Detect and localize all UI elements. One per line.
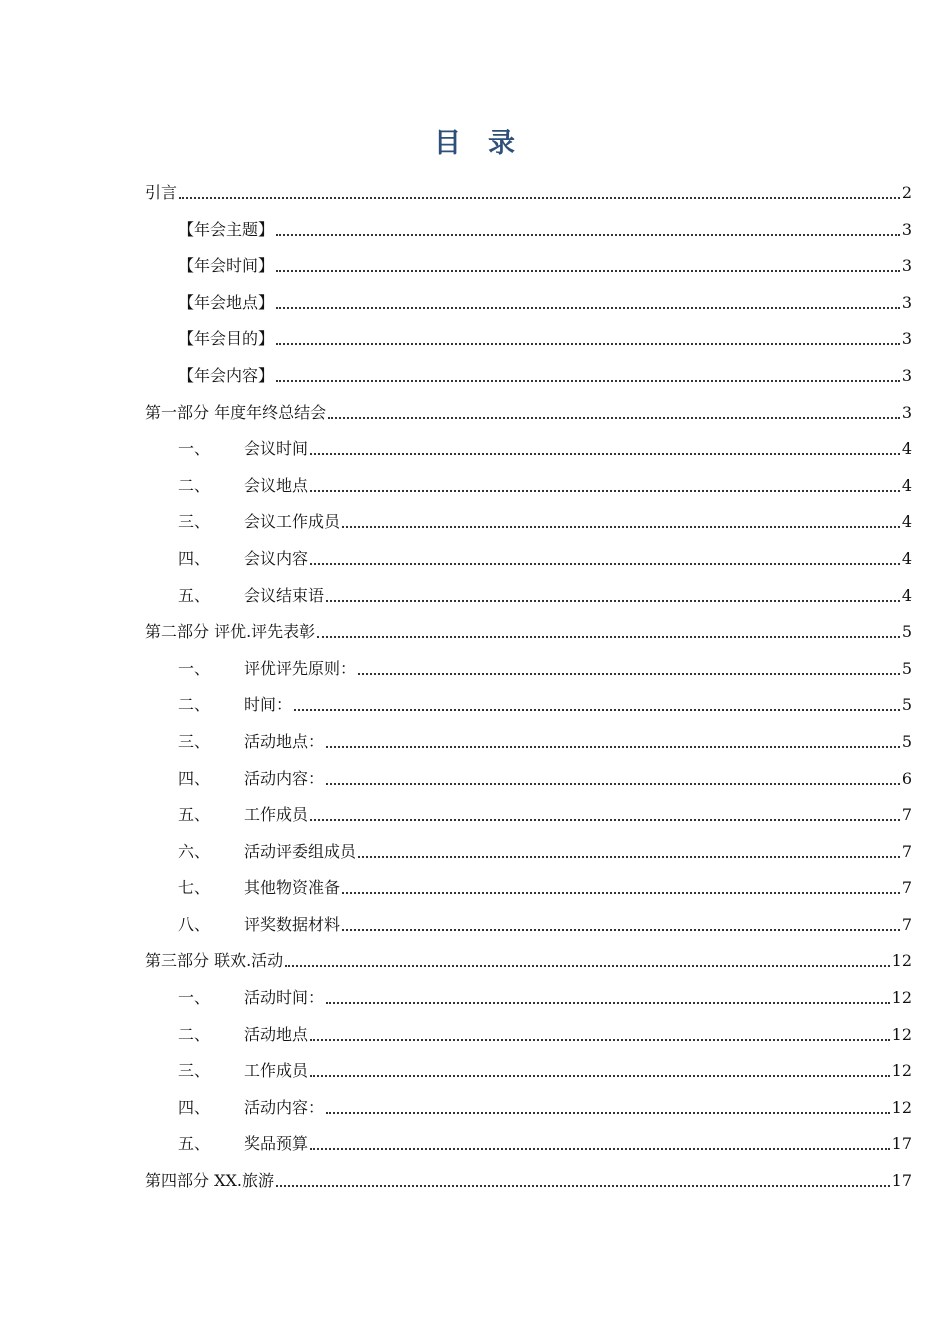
toc-entry-page-number: 3 xyxy=(901,402,912,422)
toc-entry-page-number: 17 xyxy=(891,1171,912,1191)
toc-entry-text: 工作成员 xyxy=(244,805,309,825)
toc-entry-page-number: 7 xyxy=(901,805,912,825)
toc-entry[interactable] xyxy=(145,645,912,682)
dot-leader xyxy=(326,1002,890,1004)
toc-entry-text: 活动内容： xyxy=(244,1097,325,1117)
toc-entry-text: 工作成员 xyxy=(244,1061,309,1081)
toc-entry-page-number: 12 xyxy=(891,951,912,971)
dot-leader xyxy=(326,783,900,785)
toc-entry[interactable] xyxy=(145,1011,912,1048)
toc-entry-text: 活动评委组成员 xyxy=(244,841,357,861)
dot-leader xyxy=(342,526,900,528)
toc-entry-number: 五、 xyxy=(178,805,211,825)
dot-leader xyxy=(358,673,900,675)
toc-entry[interactable] xyxy=(145,352,912,389)
toc-entry-page-number: 6 xyxy=(901,768,912,788)
toc-entry-text: 第一部分 年度年终总结会 xyxy=(145,402,327,422)
toc-entry-page-number: 5 xyxy=(901,658,912,678)
toc-entry[interactable] xyxy=(145,938,912,975)
toc-entry-text: 【年会时间】 xyxy=(178,256,275,276)
toc-entry[interactable] xyxy=(145,865,912,902)
dot-leader xyxy=(285,965,889,967)
toc-title-char-1: 目 xyxy=(434,128,462,159)
toc-entry-page-number: 4 xyxy=(901,585,912,605)
dot-leader xyxy=(179,197,900,199)
toc-entry-number: 一、 xyxy=(178,439,211,459)
toc-entry-page-number: 3 xyxy=(901,329,912,349)
toc-entry[interactable] xyxy=(145,974,912,1011)
toc-entry-text: 会议结束语 xyxy=(244,585,325,605)
dot-leader xyxy=(276,270,900,272)
toc-entry[interactable] xyxy=(145,279,912,316)
toc-entry-number: 三、 xyxy=(178,512,211,532)
toc-title-char-2: 录 xyxy=(488,128,516,159)
dot-leader xyxy=(358,856,900,858)
toc-entry-page-number: 12 xyxy=(891,1024,912,1044)
toc-entry-text: 会议工作成员 xyxy=(244,512,341,532)
toc-entry-number: 一、 xyxy=(178,658,211,678)
toc-entry[interactable] xyxy=(145,243,912,280)
toc-entry-page-number: 7 xyxy=(901,841,912,861)
toc-entry-text: 第四部分 XX.旅游 xyxy=(145,1171,274,1191)
dot-leader xyxy=(342,929,900,931)
toc-entry-page-number: 3 xyxy=(901,292,912,312)
table-of-contents xyxy=(145,176,912,1194)
dot-leader xyxy=(276,307,900,309)
dot-leader xyxy=(294,709,900,711)
toc-entry-text: 活动地点 xyxy=(244,1024,309,1044)
toc-entry-page-number: 17 xyxy=(891,1134,912,1154)
toc-entry[interactable] xyxy=(145,572,912,609)
toc-entry-text: 【年会地点】 xyxy=(178,292,275,312)
toc-entry-page-number: 5 xyxy=(901,695,912,715)
toc-entry[interactable] xyxy=(145,718,912,755)
toc-entry-number: 四、 xyxy=(178,768,211,788)
toc-entry-text: 奖品预算 xyxy=(244,1134,309,1154)
toc-entry-page-number: 4 xyxy=(901,475,912,495)
dot-leader xyxy=(310,490,900,492)
toc-entry-page-number: 12 xyxy=(891,1097,912,1117)
toc-title xyxy=(0,121,950,160)
dot-leader xyxy=(310,1075,890,1077)
toc-entry[interactable] xyxy=(145,499,912,536)
toc-entry-page-number: 12 xyxy=(891,1061,912,1081)
dot-leader xyxy=(310,453,900,455)
dot-leader xyxy=(276,234,900,236)
toc-entry-text: 第三部分 联欢.活动 xyxy=(145,951,284,971)
toc-entry-text: 【年会目的】 xyxy=(178,329,275,349)
dot-leader xyxy=(310,1039,890,1041)
toc-entry[interactable] xyxy=(145,389,912,426)
toc-entry-text: 活动地点： xyxy=(244,731,325,751)
toc-entry-page-number: 5 xyxy=(901,731,912,751)
toc-entry-page-number: 2 xyxy=(901,183,912,202)
toc-entry[interactable] xyxy=(145,792,912,829)
dot-leader xyxy=(326,746,900,748)
toc-entry[interactable] xyxy=(145,462,912,499)
toc-entry[interactable] xyxy=(145,1157,912,1194)
dot-leader xyxy=(276,343,900,345)
toc-entry-text: 引言 xyxy=(145,183,178,202)
dot-leader xyxy=(276,380,900,382)
toc-entry-page-number: 7 xyxy=(901,914,912,934)
toc-entry[interactable] xyxy=(145,755,912,792)
toc-entry[interactable] xyxy=(145,1121,912,1158)
toc-entry-page-number: 12 xyxy=(891,988,912,1008)
dot-leader xyxy=(276,1185,890,1187)
dot-leader xyxy=(326,1112,890,1114)
toc-entry-text: 【年会主题】 xyxy=(178,219,275,239)
toc-entry[interactable] xyxy=(145,206,912,243)
toc-entry-number: 二、 xyxy=(178,695,211,715)
dot-leader xyxy=(317,636,900,638)
dot-leader xyxy=(326,600,900,602)
toc-entry-text: 其他物资准备 xyxy=(244,878,341,898)
toc-entry[interactable] xyxy=(145,535,912,572)
toc-entry-number: 五、 xyxy=(178,1134,211,1154)
toc-entry-page-number: 3 xyxy=(901,219,912,239)
toc-entry[interactable] xyxy=(145,609,912,646)
toc-entry-text: 活动内容： xyxy=(244,768,325,788)
toc-entry-number: 一、 xyxy=(178,988,211,1008)
toc-entry-text: 会议地点 xyxy=(244,475,309,495)
toc-entry-text: 第二部分 评优.评先表彰 xyxy=(145,622,316,642)
toc-entry-page-number: 4 xyxy=(901,548,912,568)
toc-entry-page-number: 5 xyxy=(901,622,912,642)
toc-entry[interactable] xyxy=(145,1048,912,1085)
dot-leader xyxy=(310,1148,890,1150)
toc-entry[interactable] xyxy=(145,1084,912,1121)
toc-entry-page-number: 3 xyxy=(901,256,912,276)
toc-entry-number: 五、 xyxy=(178,585,211,605)
toc-entry-number: 二、 xyxy=(178,1024,211,1044)
dot-leader xyxy=(310,819,900,821)
toc-entry-number: 四、 xyxy=(178,548,211,568)
toc-entry[interactable] xyxy=(145,901,912,938)
dot-leader xyxy=(342,892,900,894)
toc-entry-number: 四、 xyxy=(178,1097,211,1117)
toc-entry-page-number: 3 xyxy=(901,365,912,385)
toc-entry-text: 活动时间： xyxy=(244,988,325,1008)
toc-entry[interactable] xyxy=(145,176,912,206)
toc-entry-text: 评优评先原则： xyxy=(244,658,357,678)
toc-entry-number: 六、 xyxy=(178,841,211,861)
toc-entry-number: 七、 xyxy=(178,878,211,898)
toc-entry[interactable] xyxy=(145,828,912,865)
toc-entry-page-number: 7 xyxy=(901,878,912,898)
toc-entry-number: 二、 xyxy=(178,475,211,495)
toc-entry-text: 评奖数据材料 xyxy=(244,914,341,934)
toc-entry-page-number: 4 xyxy=(901,512,912,532)
toc-entry-page-number: 4 xyxy=(901,439,912,459)
toc-entry-number: 三、 xyxy=(178,1061,211,1081)
toc-entry-text: 【年会内容】 xyxy=(178,365,275,385)
toc-entry[interactable] xyxy=(145,426,912,463)
toc-entry-text: 会议内容 xyxy=(244,548,309,568)
toc-entry-number: 八、 xyxy=(178,914,211,934)
toc-entry-number: 三、 xyxy=(178,731,211,751)
dot-leader xyxy=(328,417,900,419)
toc-entry[interactable] xyxy=(145,316,912,353)
dot-leader xyxy=(310,563,900,565)
toc-entry-text: 会议时间 xyxy=(244,439,309,459)
toc-entry-text: 时间： xyxy=(244,695,293,715)
toc-entry[interactable] xyxy=(145,682,912,719)
